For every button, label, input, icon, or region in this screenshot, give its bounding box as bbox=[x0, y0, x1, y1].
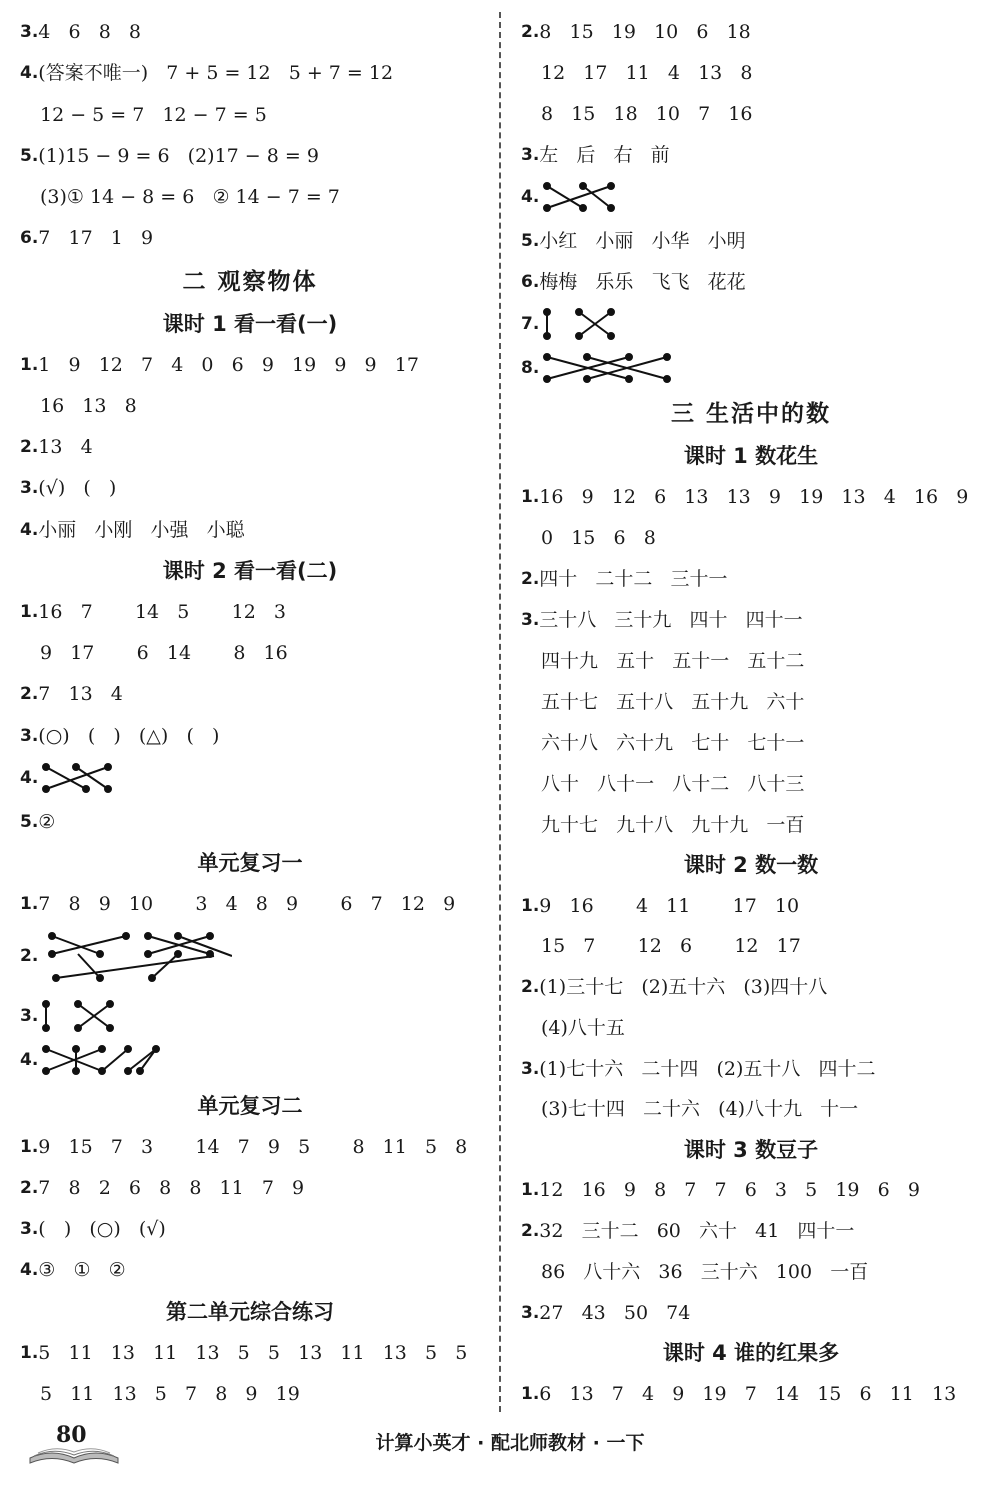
answer-line: 12 − 5 = 7 12 − 7 = 5 bbox=[40, 104, 267, 126]
answer-line: 2. 32 三十二 60 六十 41 四十一 bbox=[521, 1220, 855, 1242]
answer-line: 8. bbox=[521, 348, 673, 388]
answer-line: 1. 7 8 9 10 3 4 8 9 6 7 12 9 bbox=[20, 893, 456, 915]
answer-line: 3. (○) ( ) (△) ( ) bbox=[20, 725, 220, 747]
matching-lines-diagram bbox=[42, 1043, 162, 1077]
answer-line: 2. bbox=[20, 926, 232, 986]
answer-line: 4. bbox=[20, 1040, 162, 1080]
lesson-heading: 课时 1 看一看(一) bbox=[162, 312, 338, 336]
answer-line: 8 15 18 10 7 16 bbox=[541, 103, 753, 125]
answer-line: 7. bbox=[521, 304, 623, 344]
answer-line: 2. 7 8 2 6 8 8 11 7 9 bbox=[20, 1177, 305, 1199]
answer-line: (3)七十四 二十六 (4)八十九 十一 bbox=[541, 1098, 859, 1120]
answer-line: 9 17 6 14 8 16 bbox=[40, 642, 288, 664]
matching-lines-diagram bbox=[543, 351, 673, 385]
answer-line: 4. bbox=[521, 177, 623, 217]
answer-line: 1. 16 7 14 5 12 3 bbox=[20, 601, 287, 623]
answer-line: 3. 左 后 右 前 bbox=[521, 144, 670, 166]
page-footer bbox=[0, 1420, 1000, 1470]
matching-lines-diagram bbox=[42, 928, 232, 984]
answer-line: 4. ③ ① ② bbox=[20, 1259, 126, 1281]
lesson-heading: 课时 4 谁的红果多 bbox=[662, 1341, 840, 1365]
book-title: 计算小英才 · 配北师教材 · 一下 bbox=[375, 1432, 645, 1454]
answer-line: 2. 8 15 19 10 6 18 bbox=[521, 21, 751, 43]
answer-line: 1. 12 16 9 8 7 7 6 3 5 19 6 9 bbox=[521, 1179, 920, 1201]
answer-line: 六十八 六十九 七十 七十一 bbox=[541, 732, 805, 754]
answer-line: 5. (1)15 − 9 = 6 (2)17 − 8 = 9 bbox=[20, 145, 319, 167]
answer-line: 九十七 九十八 九十九 一百 bbox=[541, 814, 805, 836]
answer-line: 4. (答案不唯一) 7 + 5 = 12 5 + 7 = 12 bbox=[20, 62, 394, 84]
answer-line: 3. 27 43 50 74 bbox=[521, 1302, 691, 1324]
answer-line: 5 11 13 5 7 8 9 19 bbox=[40, 1383, 300, 1405]
answer-line: 16 13 8 bbox=[40, 395, 137, 417]
answer-line: 4. bbox=[20, 758, 122, 798]
answer-line: 3. (√) ( ) bbox=[20, 477, 117, 499]
page-number: 80 bbox=[56, 1422, 87, 1448]
matching-lines-diagram bbox=[543, 307, 623, 341]
answer-line: 5. ② bbox=[20, 811, 56, 833]
answer-line: 1. 1 9 12 7 4 0 6 9 19 9 9 17 bbox=[20, 354, 419, 376]
answer-line: 3. 三十八 三十九 四十 四十一 bbox=[521, 609, 803, 631]
section-title: 三 生活中的数 bbox=[670, 401, 831, 427]
answer-line: 6. 梅梅 乐乐 飞飞 花花 bbox=[521, 271, 746, 293]
answer-line: 1. 16 9 12 6 13 13 9 19 13 4 16 9 bbox=[521, 486, 969, 508]
answer-line: 四十九 五十 五十一 五十二 bbox=[541, 650, 805, 672]
answer-line: 2. 7 13 4 bbox=[20, 683, 123, 705]
lesson-heading: 课时 2 看一看(二) bbox=[162, 559, 338, 583]
answer-line: 1. 6 13 7 4 9 19 7 14 15 6 11 13 bbox=[521, 1383, 957, 1405]
answer-line: 12 17 11 4 13 8 bbox=[541, 62, 753, 84]
answer-line: 1. 5 11 13 11 13 5 5 13 11 13 5 5 bbox=[20, 1342, 468, 1364]
answer-line: 0 15 6 8 bbox=[541, 527, 656, 549]
section-title: 二 观察物体 bbox=[182, 269, 318, 295]
matching-lines-diagram bbox=[42, 999, 122, 1033]
matching-lines-diagram bbox=[543, 180, 623, 214]
column-divider bbox=[499, 12, 501, 1412]
answer-line: 八十 八十一 八十二 八十三 bbox=[541, 773, 805, 795]
answer-line: 6. 7 17 1 9 bbox=[20, 227, 154, 249]
answer-line: (4)八十五 bbox=[541, 1017, 625, 1039]
lesson-heading: 单元复习二 bbox=[197, 1094, 303, 1118]
answer-line: 五十七 五十八 五十九 六十 bbox=[541, 691, 805, 713]
answer-line: 1. 9 16 4 11 17 10 bbox=[521, 895, 800, 917]
lesson-heading: 单元复习一 bbox=[197, 851, 303, 875]
lesson-heading: 课时 2 数一数 bbox=[683, 853, 819, 877]
answer-line: 3. (1)七十六 二十四 (2)五十八 四十二 bbox=[521, 1058, 876, 1080]
lesson-heading: 第二单元综合练习 bbox=[166, 1300, 334, 1324]
answer-line: 2. 四十 二十二 三十一 bbox=[521, 568, 728, 590]
matching-lines-diagram bbox=[42, 761, 122, 795]
answer-line: 3. ( ) (○) (√) bbox=[20, 1218, 166, 1240]
answer-line: 3. 4 6 8 8 bbox=[20, 21, 142, 43]
answer-line: 2. 13 4 bbox=[20, 436, 93, 458]
answer-line: 15 7 12 6 12 17 bbox=[541, 935, 801, 957]
answer-line: (3)① 14 − 8 = 6 ② 14 − 7 = 7 bbox=[40, 186, 340, 208]
answer-line: 3. bbox=[20, 996, 122, 1036]
answer-line: 5. 小红 小丽 小华 小明 bbox=[521, 230, 746, 252]
lesson-heading: 课时 1 数花生 bbox=[683, 444, 819, 468]
answer-line: 4. 小丽 小刚 小强 小聪 bbox=[20, 519, 245, 541]
answer-line: 1. 9 15 7 3 14 7 9 5 8 11 5 8 bbox=[20, 1136, 468, 1158]
answer-line: 2. (1)三十七 (2)五十六 (3)四十八 bbox=[521, 976, 828, 998]
answer-line: 86 八十六 36 三十六 100 一百 bbox=[541, 1261, 869, 1283]
lesson-heading: 课时 3 数豆子 bbox=[683, 1138, 819, 1162]
